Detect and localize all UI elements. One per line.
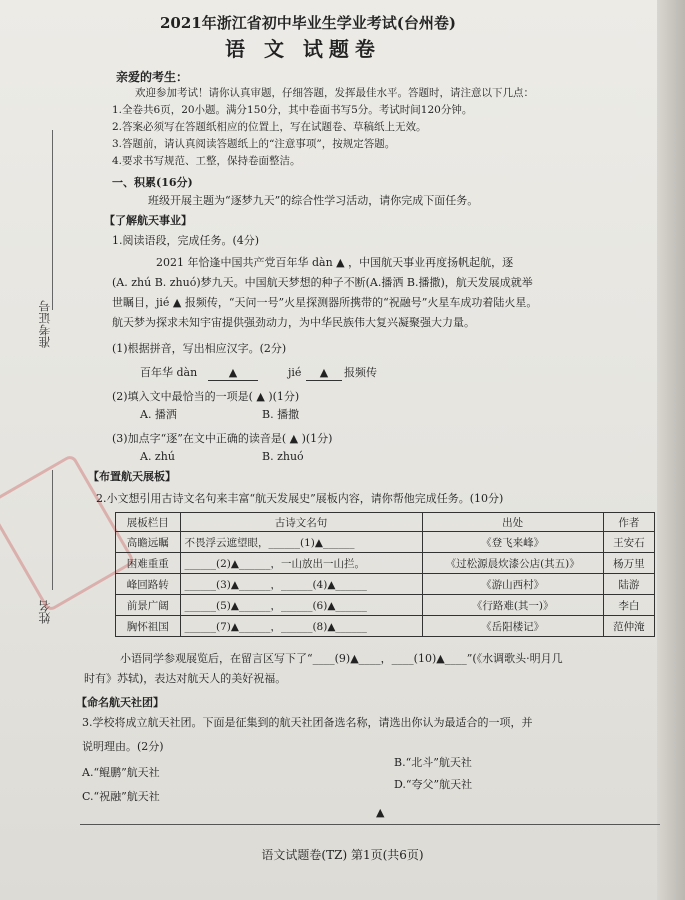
- verse-cell[interactable]: 不畏浮云遮望眼，______(1)▲______: [180, 532, 422, 553]
- section-heading: 一、积累(16分): [112, 176, 193, 189]
- source-cell: 《岳阳楼记》: [422, 616, 603, 637]
- source-cell: 《行路难(其一)》: [422, 595, 603, 616]
- note-line: 1.全卷共6页，20小题。满分150分，其中卷面书写5分。考试时间120分钟。: [112, 104, 473, 116]
- option: B. zhuó: [262, 450, 304, 463]
- section-intro: 班级开展主题为“逐梦九天”的综合性学习活动，请你完成下面任务。: [148, 194, 479, 207]
- part-heading: 【布置航天展板】: [88, 470, 176, 483]
- sub-question: (3)加点字“逐”在文中正确的读音是( ▲ )(1分): [112, 432, 333, 445]
- author-cell: 陆游: [603, 574, 654, 595]
- verse-cell[interactable]: ______(2)▲______，一山放出一山拦。: [180, 553, 422, 574]
- pinyin-prompt: 百年华 dàn: [140, 366, 198, 379]
- pinyin-prompt: 报频传: [344, 366, 377, 379]
- part-heading: 【命名航天社团】: [76, 696, 164, 709]
- source-cell: 《登飞来峰》: [422, 532, 603, 553]
- source-cell: 《过松源晨炊漆公店(其五)》: [422, 553, 603, 574]
- author-cell: 王安石: [603, 532, 654, 553]
- header-cell: 展板栏目: [116, 513, 181, 532]
- page-edge: [657, 0, 685, 900]
- side-binding: [6, 0, 66, 900]
- passage-line: 世瞩目，jié ▲ 报频传，“天问一号”火星探测器所携带的“祝融号”火星车成功着陆火星。: [112, 296, 538, 309]
- page-footer: 语文试题卷(TZ) 第1页(共6页): [261, 848, 424, 862]
- passage-line: 2021 年恰逢中国共产党百年华 dàn ▲ ，中国航天事业再度扬帆起航，逐: [156, 256, 514, 269]
- option: B.“北斗”航天社: [394, 756, 472, 769]
- author-cell: 李白: [603, 595, 654, 616]
- sub-question: (1)根据拼音，写出相应汉字。(2分): [112, 342, 287, 355]
- option: D.“夸父”航天社: [394, 778, 473, 791]
- exam-no-label: 准考证号: [38, 300, 52, 348]
- author-cell: 范仲淹: [603, 616, 654, 637]
- verse-cell[interactable]: ______(5)▲______，______(6)▲______: [180, 595, 422, 616]
- column-cell: 困难重重: [116, 553, 181, 574]
- source-cell: 《游山西村》: [422, 574, 603, 595]
- header-cell: 作者: [603, 513, 654, 532]
- poetry-table: [115, 512, 655, 637]
- table-row: [116, 553, 655, 574]
- verse-cell[interactable]: ______(7)▲______，______(8)▲______: [180, 616, 422, 637]
- name-label: 姓名: [38, 600, 52, 624]
- greeting: 亲爱的考生：: [116, 70, 189, 84]
- sub-question: (2)填入文中最恰当的一项是( ▲ )(1分): [112, 390, 300, 403]
- table-row: [116, 532, 655, 553]
- verse-cell[interactable]: ______(3)▲______，______(4)▲______: [180, 574, 422, 595]
- exam-no-line: [52, 130, 53, 310]
- pinyin-prompt: jié: [288, 366, 302, 379]
- note-line: 欢迎参加考试！请你认真审题，仔细答题，发挥最佳水平。答题时，请注意以下几点：: [135, 87, 534, 99]
- passage-line: 小语同学参观展览后，在留言区写下了“____(9)▲____，____(10)▲____”(《水调歌头·明月几: [120, 652, 563, 665]
- passage-line: 时有》苏轼)，表达对航天人的美好祝福。: [84, 672, 287, 685]
- header-cell: 出处: [422, 513, 603, 532]
- column-cell: 高瞻远瞩: [116, 532, 181, 553]
- passage-line: (A. zhú B. zhuó)梦九天。中国航天梦想的种子不断(A.播洒 B.播撒)，航天发展成就举: [112, 276, 533, 289]
- column-cell: 峰回路转: [116, 574, 181, 595]
- table-row: [116, 595, 655, 616]
- note-line: 3.答题前，请认真阅读答题纸上的“注意事项”，按规定答题。: [112, 138, 396, 150]
- column-cell: 胸怀祖国: [116, 616, 181, 637]
- table-row: [116, 574, 655, 595]
- option: C.“祝融”航天社: [82, 790, 160, 803]
- question-stem: 3.学校将成立航天社团。下面是征集到的航天社团备选名称，请选出你认为最适合的一项，并: [82, 716, 533, 729]
- option: A. 播洒: [140, 408, 177, 421]
- table-header-row: [116, 513, 655, 532]
- question-stem: 2.小文想引用古诗文名句来丰富“航天发展史”展板内容，请你帮他完成任务。(10分): [96, 492, 504, 505]
- answer-blank[interactable]: ▲: [208, 366, 258, 381]
- answer-mark: ▲: [376, 806, 385, 819]
- passage-line: 航天梦为探求未知宇宙提供强劲动力，为中华民族伟大复兴凝聚强大力量。: [112, 316, 475, 329]
- part-heading: 【了解航天事业】: [104, 214, 192, 227]
- question-stem: 说明理由。(2分): [82, 740, 164, 753]
- author-cell: 杨万里: [603, 553, 654, 574]
- exam-title: 2021年浙江省初中毕业生学业考试(台州卷): [160, 14, 456, 32]
- table-row: [116, 616, 655, 637]
- option: B. 播撒: [262, 408, 300, 421]
- question-stem: 1.阅读语段，完成任务。(4分): [112, 234, 260, 247]
- header-cell: 古诗文名句: [180, 513, 422, 532]
- answer-blank[interactable]: ▲: [306, 366, 342, 381]
- option: A. zhú: [140, 450, 175, 463]
- note-line: 2.答案必须写在答题纸相应的位置上，写在试题卷、草稿纸上无效。: [112, 121, 427, 133]
- note-line: 4.要求书写规范、工整，保持卷面整洁。: [112, 155, 301, 167]
- exam-subtitle: 语 文 试题卷: [225, 37, 381, 61]
- column-cell: 前景广阔: [116, 595, 181, 616]
- option: A.“鲲鹏”航天社: [82, 766, 160, 779]
- answer-line: [80, 824, 660, 825]
